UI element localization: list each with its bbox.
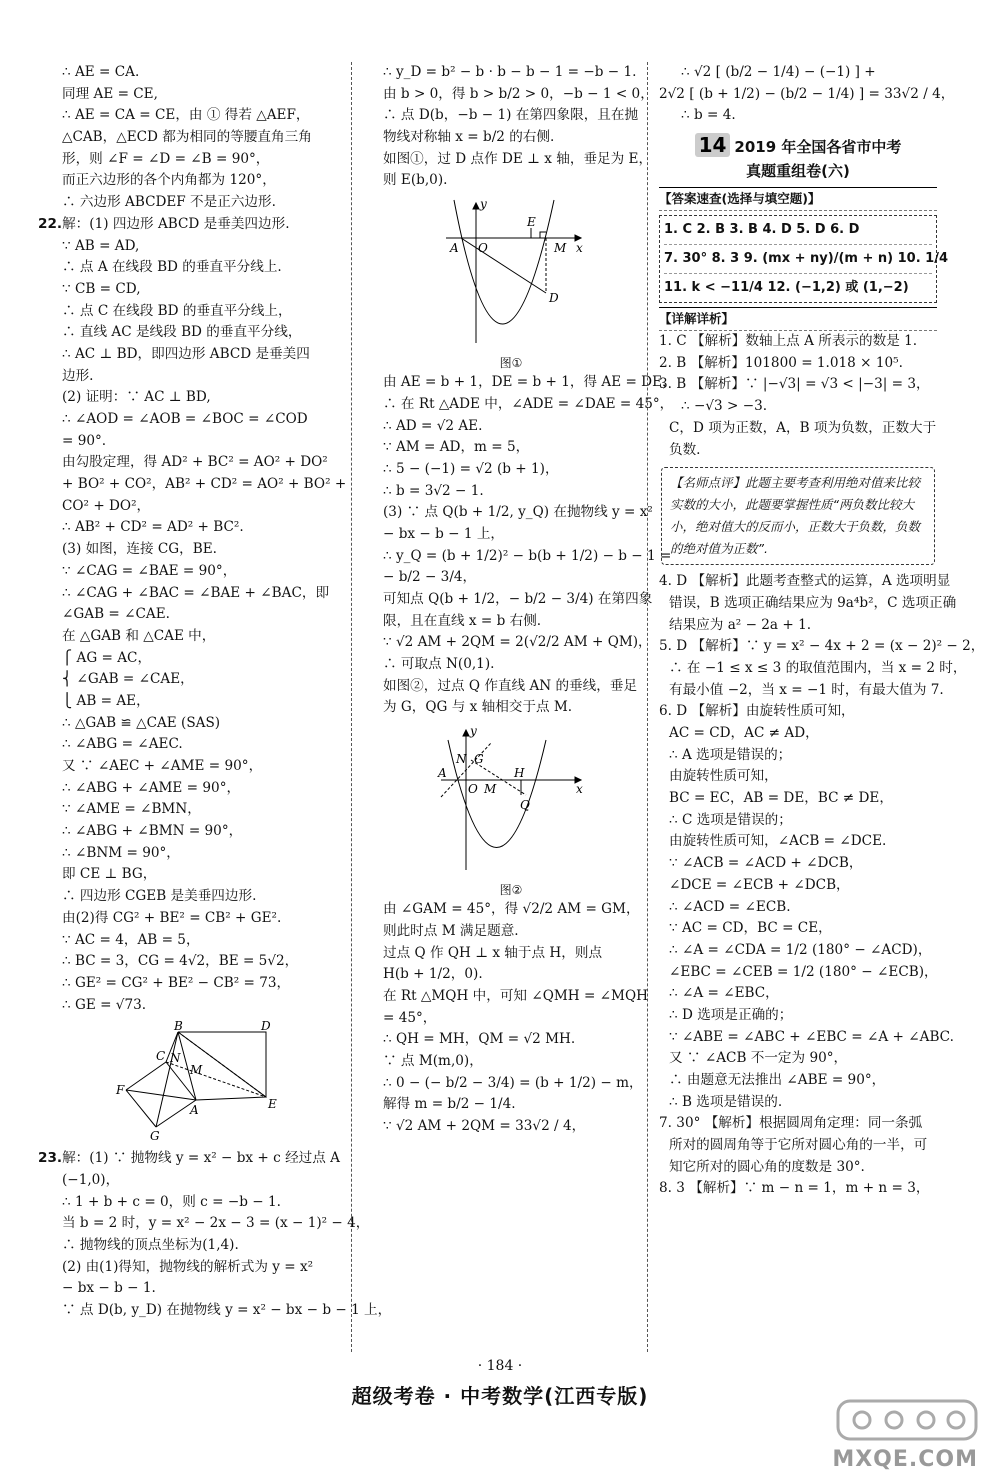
text-line: 由 AE = b + 1，DE = b + 1，得 AE = DE， bbox=[383, 374, 676, 391]
text-line: ∴ QH = MH，QM = √2 MH. bbox=[383, 1031, 576, 1048]
text-line: 2. B 【解析】101800 = 1.018 × 10⁵. bbox=[659, 354, 903, 371]
geo-label-m: M bbox=[190, 1063, 203, 1078]
text-line: H(b + 1/2，0). bbox=[383, 966, 483, 983]
section-title-line1: 2019 年全国各省市中考 bbox=[734, 138, 902, 157]
text-line: (2) 证明：∵ AC ⊥ BD, bbox=[62, 389, 211, 406]
question-23-start: 23.解：(1) ∵ 抛物线 y = x² − bx + c 经过点 A bbox=[62, 1148, 340, 1170]
section-title-line2: 真题重组卷(六) bbox=[746, 162, 850, 181]
segment-ad bbox=[461, 238, 546, 293]
text-line: ⎨ ∠GAB = ∠CAE， bbox=[62, 671, 194, 688]
parabola-curve bbox=[454, 200, 554, 324]
text-line: ∴ 0 − (− b/2 − 3/4) = (b + 1/2) − m， bbox=[383, 1074, 643, 1091]
point-label-o: O bbox=[468, 782, 478, 797]
text-line: ∴ ∠A = ∠CDA = 1/2 (180° − ∠ACD)， bbox=[669, 941, 932, 958]
text-line: ∴ D 选项是正确的； bbox=[669, 1006, 793, 1023]
axis-label-x: x bbox=[576, 241, 583, 256]
text-line: ∴ ∠ACD = ∠ECB. bbox=[669, 898, 791, 915]
figure-2-parabola bbox=[436, 725, 586, 875]
text-line: ∴ 六边形 ABCDEF 不是正六边形. bbox=[62, 194, 276, 211]
text-line: ∵ 点 D(b, y_D) 在抛物线 y = x² − bx − b − 1 上， bbox=[62, 1302, 392, 1319]
watermark-text: MXQE.COM bbox=[832, 1447, 978, 1472]
question-number: 23. bbox=[38, 1150, 63, 1167]
text-line: ∴ ∠ABG + ∠BMN = 90°， bbox=[62, 823, 243, 840]
text-line: ∴ √2 [ (b/2 − 1/4) − (−1) ] + bbox=[681, 64, 876, 80]
text-line: 如图②，过点 Q 作直线 AN 的垂线，垂足 bbox=[383, 677, 638, 694]
text-line: ∴ 在 Rt △ADE 中，∠ADE = ∠DAE = 45°， bbox=[383, 395, 674, 412]
text-line: ∵ 点 M(m,0)， bbox=[383, 1052, 483, 1069]
segment-fg bbox=[126, 1090, 156, 1127]
text-line: ∴ AE = CA = CE，由 ① 得若 △AEF， bbox=[62, 107, 310, 124]
text-line: ∠DCE = ∠ECB + ∠DCB， bbox=[669, 876, 850, 893]
answer-row: 11. k < −11/4 12. (−1,2) 或 (1,−2) bbox=[664, 280, 909, 296]
text-line: (2) 由(1)得知，抛物线的解析式为 y = x² bbox=[62, 1258, 314, 1275]
text-line: 知它所对的圆心角的度数是 30°. bbox=[669, 1158, 865, 1175]
text-line: ∴ AC ⊥ BD，即四边形 ABCD 是垂美四 bbox=[62, 345, 310, 362]
text-line: ∴ 四边形 CGEB 是美垂四边形. bbox=[62, 888, 257, 905]
text-line: ∴ 点 C 在线段 BD 的垂直平分线上， bbox=[62, 302, 292, 319]
point-label-a: A bbox=[450, 241, 459, 256]
text-line: 边形. bbox=[62, 367, 94, 384]
text-line: ∴ BC = 3，CG = 4√2，BE = 5√2， bbox=[62, 953, 299, 970]
text-line: ∴ 可取点 N(0,1). bbox=[383, 656, 495, 673]
point-label-o: O bbox=[478, 241, 488, 256]
text-line: 形，则 ∠F = ∠D = ∠B = 90°， bbox=[62, 150, 270, 167]
text-line: ∵ AB = AD, bbox=[62, 237, 140, 254]
text-line: ∴ ∠AOD = ∠AOB = ∠BOC = ∠COD bbox=[62, 411, 308, 427]
segment-gb bbox=[156, 1032, 178, 1127]
text-line: ∴ 直线 AC 是线段 BD 的垂直平分线， bbox=[62, 324, 302, 341]
point-label-m: M bbox=[484, 782, 497, 797]
section-number: 14 bbox=[695, 133, 731, 157]
text-line: ∵ ∠ABE = ∠ABC + ∠EBC = ∠A + ∠ABC. bbox=[669, 1028, 954, 1045]
geo-label-b: B bbox=[174, 1019, 183, 1034]
text-line: 2√2 [ (b + 1/2) − (b/2 − 1/4) ] = 33√2 / 4， bbox=[659, 85, 955, 102]
text-line: 而正六边形的各个内角都为 120°， bbox=[62, 172, 276, 189]
text-line: 则此时点 M 满足题意. bbox=[383, 922, 519, 939]
text-line: ⎧ AG = AC， bbox=[62, 649, 152, 666]
text-line: − bx − b − 1 上， bbox=[383, 525, 505, 542]
text-line: ∠GAB = ∠CAE. bbox=[62, 606, 170, 623]
segment-fa bbox=[126, 1090, 196, 1100]
text-line: ∴ −√3 > −3. bbox=[681, 398, 768, 415]
text-line: ∴ ∠ABG = ∠AEC. bbox=[62, 736, 183, 753]
text-line: ∴ 由题意无法推出 ∠ABE = 90°， bbox=[669, 1072, 886, 1088]
column-2 bbox=[383, 62, 676, 1138]
text-line: ∵ √2 AM + 2QM = 33√2 / 4， bbox=[383, 1118, 586, 1134]
text-line: AC = CD，AC ≠ AD， bbox=[669, 725, 819, 741]
text-line: 1. C 【解析】数轴上点 A 所表示的数是 1. bbox=[659, 333, 918, 350]
geo-label-g: G bbox=[150, 1129, 160, 1144]
book-title: 超级考卷 · 中考数学(江西专版) bbox=[351, 1384, 649, 1408]
text-line: 又 ∵ ∠AEC + ∠AME = 90°， bbox=[62, 758, 263, 774]
segment-cf bbox=[126, 1062, 166, 1090]
text-line: ⎩ AB = AE， bbox=[62, 692, 150, 709]
text-line: ∴ 1 + b + c = 0，则 c = −b − 1. bbox=[62, 1193, 281, 1210]
text-line: CO² + DO²， bbox=[62, 497, 151, 514]
text-line: ∴ AE = CA. bbox=[62, 64, 140, 80]
point-label-d: D bbox=[549, 291, 559, 306]
text-line: ∵ CB = CD, bbox=[62, 280, 141, 297]
text-line: 则 E(b,0). bbox=[383, 172, 448, 189]
text-line: 如图①，过 D 点作 DE ⊥ x 轴，垂足为 E， bbox=[383, 150, 653, 167]
text-line: 限，且在直线 x = b 右侧. bbox=[383, 612, 542, 629]
text-line: C，D 项为正数，A，B 项为负数，正数大于 bbox=[669, 419, 937, 436]
text-line: ∴ y_Q = (b + 1/2)² − b(b + 1/2) − b − 1 = bbox=[383, 547, 672, 564]
text-line: ∴ A 选项是错误的； bbox=[669, 746, 792, 763]
text-line: ∠EBC = ∠CEB = 1/2 (180° − ∠ECB)， bbox=[669, 963, 938, 980]
text-line: 同理 AE = CE, bbox=[62, 85, 158, 102]
text-line: ∴ C 选项是错误的； bbox=[669, 811, 792, 828]
text-line: ∴ 5 − (−1) = √2 (b + 1)， bbox=[383, 460, 559, 477]
text-line: ∴ AD = √2 AE. bbox=[383, 417, 483, 434]
text-line: ∴ b = 4. bbox=[681, 107, 736, 124]
text-line: 7. 30° 【解析】根据圆周角定理：同一条弧 bbox=[659, 1115, 923, 1132]
text-line: 解得 m = b/2 − 1/4. bbox=[383, 1096, 516, 1113]
geo-label-f: F bbox=[116, 1083, 125, 1098]
text-line: 即 CE ⊥ BG， bbox=[62, 866, 157, 883]
geometry-figure bbox=[116, 1019, 286, 1144]
point-label-m: M bbox=[554, 241, 567, 256]
text-line: 有最小值 −2，当 x = −1 时，有最大值为 7. bbox=[669, 681, 944, 698]
text-line: = 45°， bbox=[383, 1009, 437, 1026]
page-number: · 184 · bbox=[477, 1358, 523, 1374]
text-line: ∴ ∠BNM = 90°， bbox=[62, 844, 180, 861]
text-line: − b/2 − 3/4， bbox=[383, 569, 477, 586]
question-number: 22. bbox=[38, 215, 63, 232]
text-line: ∴ ∠A = ∠EBC， bbox=[669, 985, 779, 1002]
text-line: ∴ y_D = b² − b · b − b − 1 = −b − 1. bbox=[383, 64, 637, 80]
text-line: − bx − b − 1. bbox=[62, 1280, 156, 1297]
geo-label-e: E bbox=[268, 1097, 277, 1112]
text-line: 6. D 【解析】由旋转性质可知， bbox=[659, 703, 855, 720]
answer-row: 1. C 2. B 3. B 4. D 5. D 6. D bbox=[664, 216, 932, 245]
text-line: △CAB，△ECD 都为相同的等腰直角三角 bbox=[62, 129, 312, 146]
detail-heading: 【详解详析】 bbox=[659, 307, 937, 331]
text-line: (−1,0)， bbox=[62, 1171, 120, 1188]
figure-1-caption: 图① bbox=[499, 356, 523, 371]
text-line: (3) 如图，连接 CG，BE. bbox=[62, 541, 217, 558]
text-line: 所对的圆周角等于它所对圆心角的一半，可 bbox=[669, 1137, 928, 1154]
text-line: ∴ 点 A 在线段 BD 的垂直平分线上. bbox=[62, 259, 282, 276]
section-title bbox=[659, 133, 937, 159]
text-line: 物线对称轴 x = b/2 的右侧. bbox=[383, 129, 555, 146]
text-line: ∵ √2 AM + 2QM = 2(√2/2 AM + QM)， bbox=[383, 634, 652, 651]
column-divider-left bbox=[351, 62, 352, 1352]
text-line: ∵ AC = CD，BC = CE， bbox=[669, 920, 832, 937]
text-line: 由旋转性质可知， bbox=[669, 768, 778, 785]
geo-label-c: C bbox=[156, 1049, 166, 1064]
point-label-h: H bbox=[514, 766, 525, 781]
figure-2-caption: 图② bbox=[499, 883, 523, 898]
text-line: 在 Rt △MQH 中，可知 ∠QMH = ∠MQH bbox=[383, 987, 648, 1004]
text-line: 由旋转性质可知，∠ACB = ∠DCE. bbox=[669, 833, 887, 850]
text-line: 由(2)得 CG² + BE² = CB² + GE². bbox=[62, 909, 282, 926]
point-label-n: N bbox=[456, 752, 467, 767]
text-line: ∴ ∠CAG + ∠BAC = ∠BAE + ∠BAC，即 bbox=[62, 584, 330, 601]
point-label-q: Q bbox=[520, 798, 530, 813]
text-line: ∴ 在 −1 ≤ x ≤ 3 的取值范围内，当 x = 2 时， bbox=[669, 659, 967, 676]
segment-ae bbox=[196, 1097, 266, 1100]
axis-label-y: y bbox=[470, 724, 477, 739]
text-line: 在 △GAB 和 △CAE 中， bbox=[62, 627, 216, 644]
text-line: + BO² + CO²，AB² + CD² = AO² + BO² + bbox=[62, 476, 347, 493]
text-line: ∴ AB² + CD² = AD² + BC². bbox=[62, 519, 244, 536]
text-line: 错误，B 选项正确结果应为 9a⁴b²，C 选项正确 bbox=[669, 594, 957, 611]
text-line: 5. D 【解析】∵ y = x² − 4x + 2 = (x − 2)² − 2， bbox=[659, 638, 985, 655]
point-label-g: G bbox=[474, 752, 484, 767]
text-line: ∴ GE² = CG² + BE² − CB² = 73， bbox=[62, 974, 291, 991]
question-22-start: 22.解：(1) 四边形 ABCD 是垂美四边形. bbox=[62, 214, 340, 236]
text-line: 4. D 【解析】此题考查整式的运算，A 选项明显 bbox=[659, 573, 951, 590]
text-line: 3. B 【解析】∵ |−√3| = √3 < |−3| = 3， bbox=[659, 376, 930, 393]
text-line: 又 ∵ ∠ACB 不一定为 90°， bbox=[669, 1050, 848, 1067]
text-line: ∵ AM = AD，m = 5， bbox=[383, 439, 530, 456]
text-line: 由勾股定理，得 AD² + BC² = AO² + DO² bbox=[62, 454, 328, 471]
text-line: ∵ ∠CAG = ∠BAE = 90°， bbox=[62, 562, 237, 579]
text-line: 当 b = 2 时，y = x² − 2x − 3 = (x − 1)² − 4， bbox=[62, 1215, 370, 1232]
text-line: ∴ 点 D(b，−b − 1) 在第四象限，且在抛 bbox=[383, 107, 639, 124]
text-line: 负数. bbox=[669, 441, 701, 458]
axis-label-y: y bbox=[480, 197, 487, 212]
text-line: ∵ ∠AME = ∠BMN， bbox=[62, 801, 201, 818]
text-line: ∴ B 选项是错误的. bbox=[669, 1093, 783, 1110]
geo-label-d: D bbox=[261, 1019, 271, 1034]
text-line: ∴ 抛物线的顶点坐标为(1,4). bbox=[62, 1237, 239, 1253]
column-3 bbox=[659, 62, 985, 1200]
text-line: ∴ △GAB ≌ △CAE (SAS) bbox=[62, 714, 221, 731]
geo-label-n: N bbox=[170, 1051, 181, 1066]
text-line: 由 b > 0，得 b > b/2 > 0，−b − 1 < 0， bbox=[383, 85, 654, 102]
quick-answer-box bbox=[659, 215, 949, 303]
point-label-a: A bbox=[438, 766, 447, 781]
text-line: ∵ ∠ACB = ∠ACD + ∠DCB， bbox=[669, 855, 863, 872]
answer-row: 7. 30° 8. 3 9. (mx + ny)/(m + n) 10. 1/4 bbox=[664, 245, 932, 274]
text-line: 过点 Q 作 QH ⊥ x 轴于点 H，则点 bbox=[383, 944, 603, 961]
segment-ce bbox=[166, 1062, 266, 1097]
text-line: (3) ∵ 点 Q(b + 1/2, y_Q) 在抛物线 y = x² bbox=[383, 504, 653, 521]
point-label-e: E bbox=[527, 215, 536, 230]
text-line: 8. 3 【解析】∵ m − n = 1，m + n = 3， bbox=[659, 1180, 930, 1197]
text-line: = 90°. bbox=[62, 432, 107, 449]
text-line: ∵ AC = 4，AB = 5， bbox=[62, 931, 200, 948]
text-line: 可知点 Q(b + 1/2，− b/2 − 3/4) 在第四象 bbox=[383, 591, 653, 607]
text-line: 由 ∠GAM = 45°，得 √2/2 AM = GM， bbox=[383, 901, 640, 918]
column-1 bbox=[38, 62, 392, 1322]
text-line: ∴ GE = √73. bbox=[62, 996, 147, 1013]
column-divider-right bbox=[647, 62, 648, 1352]
axis-label-x: x bbox=[576, 782, 583, 797]
text-line: ∴ b = 3√2 − 1. bbox=[383, 482, 484, 499]
teacher-comment-box: 【名师点评】此题主要考查利用绝对值来比较实数的大小，此题要掌握性质“两负数比较大小，绝对值大的反而小，正数大于负数，负数的绝对值为正数”. bbox=[661, 467, 935, 565]
quick-answer-heading: 【答案速查(选择与填空题)】 bbox=[659, 187, 937, 211]
text-line: 结果应为 a² − 2a + 1. bbox=[669, 616, 812, 633]
text-line: 为 G，QG 与 x 轴相交于点 M. bbox=[383, 699, 573, 716]
geo-label-a: A bbox=[190, 1103, 199, 1118]
figure-1-parabola bbox=[436, 198, 586, 348]
text-line: ∴ ∠ABG + ∠AME = 90°， bbox=[62, 779, 241, 796]
text-line: BC = EC，AB = DE，BC ≠ DE， bbox=[669, 790, 893, 807]
